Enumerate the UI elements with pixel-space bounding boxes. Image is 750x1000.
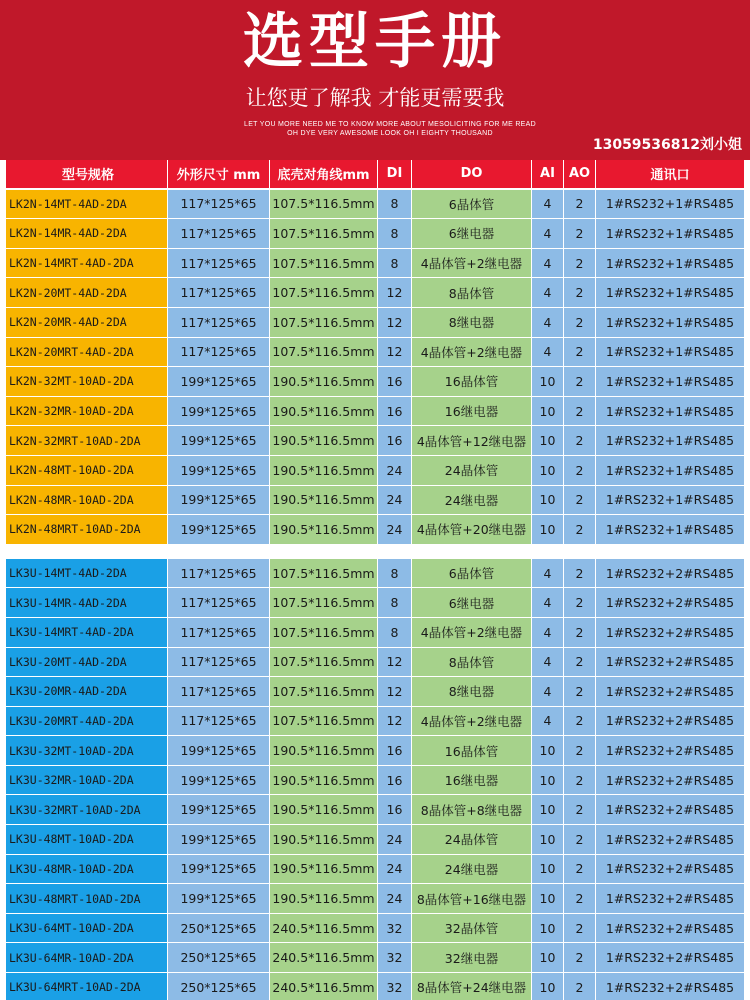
cell-model: LK3U-20MR-4AD-2DA <box>6 677 168 707</box>
cell-diagonal: 240.5*116.5mm <box>270 973 378 1000</box>
cell-dimensions: 199*125*65 <box>168 515 270 545</box>
table-row <box>6 855 744 885</box>
cell-model: LK2N-20MT-4AD-2DA <box>6 278 168 308</box>
table-row <box>6 618 744 648</box>
table-row <box>6 973 744 1000</box>
cell-dimensions: 250*125*65 <box>168 914 270 944</box>
cell-dimensions: 117*125*65 <box>168 618 270 648</box>
cell-ai: 4 <box>532 308 564 338</box>
cell-di: 16 <box>378 397 412 427</box>
cell-diagonal: 107.5*116.5mm <box>270 648 378 678</box>
cell-do: 8继电器 <box>412 308 532 338</box>
cell-comm-port: 1#RS232+2#RS485 <box>596 884 744 914</box>
cell-di: 16 <box>378 736 412 766</box>
cell-model: LK3U-32MR-10AD-2DA <box>6 766 168 796</box>
cell-ao: 2 <box>564 278 596 308</box>
cell-ai: 10 <box>532 855 564 885</box>
cell-diagonal: 190.5*116.5mm <box>270 397 378 427</box>
cell-dimensions: 117*125*65 <box>168 190 270 220</box>
table-row <box>6 559 744 589</box>
cell-ai: 4 <box>532 219 564 249</box>
table-row <box>6 795 744 825</box>
cell-ao: 2 <box>564 426 596 456</box>
table-row <box>6 426 744 456</box>
cell-comm-port: 1#RS232+1#RS485 <box>596 338 744 368</box>
cell-comm-port: 1#RS232+1#RS485 <box>596 190 744 220</box>
cell-ao: 2 <box>564 618 596 648</box>
cell-diagonal: 107.5*116.5mm <box>270 707 378 737</box>
cell-diagonal: 107.5*116.5mm <box>270 338 378 368</box>
table-row <box>6 766 744 796</box>
table-row <box>6 308 744 338</box>
lk3u-group <box>6 559 744 1000</box>
cell-ai: 4 <box>532 278 564 308</box>
table-row <box>6 825 744 855</box>
header-diagonal: 底壳对角线mm <box>270 160 378 190</box>
cell-comm-port: 1#RS232+1#RS485 <box>596 486 744 516</box>
table-row <box>6 338 744 368</box>
cell-dimensions: 117*125*65 <box>168 588 270 618</box>
table-row <box>6 648 744 678</box>
cell-ai: 4 <box>532 338 564 368</box>
cell-di: 24 <box>378 456 412 486</box>
cell-diagonal: 107.5*116.5mm <box>270 559 378 589</box>
cell-diagonal: 190.5*116.5mm <box>270 855 378 885</box>
cell-di: 32 <box>378 973 412 1000</box>
cell-do: 24继电器 <box>412 486 532 516</box>
cell-diagonal: 190.5*116.5mm <box>270 825 378 855</box>
cell-dimensions: 117*125*65 <box>168 559 270 589</box>
cell-do: 32继电器 <box>412 943 532 973</box>
cell-di: 24 <box>378 855 412 885</box>
cell-do: 4晶体管+2继电器 <box>412 707 532 737</box>
cell-dimensions: 250*125*65 <box>168 973 270 1000</box>
banner-english-line-2: OH DYE VERY AWESOME LOOK OH I EIGHTY THOUSAND <box>287 130 493 137</box>
cell-dimensions: 199*125*65 <box>168 486 270 516</box>
cell-do: 4晶体管+12继电器 <box>412 426 532 456</box>
table-header-row <box>6 160 744 190</box>
banner-english-line-1: LET YOU MORE NEED ME TO KNOW MORE ABOUT MESOLICITING FOR ME READ <box>244 121 536 128</box>
cell-dimensions: 199*125*65 <box>168 855 270 885</box>
cell-ao: 2 <box>564 219 596 249</box>
cell-ao: 2 <box>564 736 596 766</box>
cell-comm-port: 1#RS232+2#RS485 <box>596 855 744 885</box>
cell-comm-port: 1#RS232+2#RS485 <box>596 618 744 648</box>
cell-ai: 4 <box>532 190 564 220</box>
cell-ai: 10 <box>532 486 564 516</box>
cell-do: 6继电器 <box>412 219 532 249</box>
cell-dimensions: 199*125*65 <box>168 884 270 914</box>
cell-do: 8晶体管+8继电器 <box>412 795 532 825</box>
cell-di: 16 <box>378 795 412 825</box>
cell-di: 8 <box>378 559 412 589</box>
cell-di: 8 <box>378 618 412 648</box>
cell-comm-port: 1#RS232+2#RS485 <box>596 825 744 855</box>
cell-do: 8晶体管+16继电器 <box>412 884 532 914</box>
header-banner <box>0 0 750 160</box>
cell-ao: 2 <box>564 766 596 796</box>
cell-comm-port: 1#RS232+1#RS485 <box>596 397 744 427</box>
cell-dimensions: 199*125*65 <box>168 426 270 456</box>
product-selection-table <box>6 160 744 1000</box>
cell-ao: 2 <box>564 190 596 220</box>
cell-model: LK2N-48MR-10AD-2DA <box>6 486 168 516</box>
cell-ai: 10 <box>532 825 564 855</box>
cell-do: 4晶体管+20继电器 <box>412 515 532 545</box>
cell-comm-port: 1#RS232+2#RS485 <box>596 973 744 1000</box>
cell-do: 6晶体管 <box>412 190 532 220</box>
cell-diagonal: 107.5*116.5mm <box>270 278 378 308</box>
cell-dimensions: 117*125*65 <box>168 249 270 279</box>
cell-dimensions: 199*125*65 <box>168 795 270 825</box>
cell-ao: 2 <box>564 515 596 545</box>
cell-model: LK3U-48MRT-10AD-2DA <box>6 884 168 914</box>
cell-do: 8继电器 <box>412 677 532 707</box>
table-row <box>6 397 744 427</box>
cell-comm-port: 1#RS232+2#RS485 <box>596 736 744 766</box>
cell-di: 16 <box>378 367 412 397</box>
cell-comm-port: 1#RS232+2#RS485 <box>596 588 744 618</box>
cell-dimensions: 199*125*65 <box>168 736 270 766</box>
cell-model: LK2N-32MR-10AD-2DA <box>6 397 168 427</box>
cell-do: 4晶体管+2继电器 <box>412 249 532 279</box>
cell-ai: 10 <box>532 736 564 766</box>
cell-model: LK2N-48MT-10AD-2DA <box>6 456 168 486</box>
cell-ai: 4 <box>532 618 564 648</box>
cell-do: 16晶体管 <box>412 367 532 397</box>
cell-do: 8晶体管 <box>412 278 532 308</box>
header-comm-port: 通讯口 <box>596 160 744 190</box>
cell-diagonal: 107.5*116.5mm <box>270 190 378 220</box>
table-row <box>6 943 744 973</box>
cell-do: 24晶体管 <box>412 825 532 855</box>
cell-comm-port: 1#RS232+2#RS485 <box>596 943 744 973</box>
cell-ao: 2 <box>564 648 596 678</box>
cell-ai: 4 <box>532 249 564 279</box>
cell-ao: 2 <box>564 308 596 338</box>
cell-ai: 4 <box>532 588 564 618</box>
header-ai: AI <box>532 160 564 190</box>
cell-model: LK2N-32MT-10AD-2DA <box>6 367 168 397</box>
cell-diagonal: 240.5*116.5mm <box>270 914 378 944</box>
cell-dimensions: 199*125*65 <box>168 766 270 796</box>
cell-di: 24 <box>378 825 412 855</box>
cell-di: 8 <box>378 190 412 220</box>
table-row <box>6 219 744 249</box>
table-row <box>6 249 744 279</box>
cell-model: LK3U-14MR-4AD-2DA <box>6 588 168 618</box>
cell-dimensions: 117*125*65 <box>168 338 270 368</box>
cell-ai: 10 <box>532 884 564 914</box>
cell-dimensions: 199*125*65 <box>168 367 270 397</box>
table-row <box>6 914 744 944</box>
table-row <box>6 707 744 737</box>
cell-model: LK2N-14MRT-4AD-2DA <box>6 249 168 279</box>
cell-model: LK3U-48MR-10AD-2DA <box>6 855 168 885</box>
cell-model: LK3U-14MRT-4AD-2DA <box>6 618 168 648</box>
cell-ai: 4 <box>532 677 564 707</box>
cell-model: LK2N-14MR-4AD-2DA <box>6 219 168 249</box>
cell-do: 8晶体管+24继电器 <box>412 973 532 1000</box>
table-row <box>6 588 744 618</box>
cell-ai: 10 <box>532 426 564 456</box>
cell-dimensions: 199*125*65 <box>168 825 270 855</box>
cell-ao: 2 <box>564 973 596 1000</box>
cell-ai: 10 <box>532 766 564 796</box>
cell-ao: 2 <box>564 884 596 914</box>
table-row <box>6 278 744 308</box>
cell-comm-port: 1#RS232+2#RS485 <box>596 677 744 707</box>
cell-ao: 2 <box>564 559 596 589</box>
cell-do: 16晶体管 <box>412 736 532 766</box>
cell-ai: 10 <box>532 943 564 973</box>
cell-ai: 10 <box>532 367 564 397</box>
header-di: DI <box>378 160 412 190</box>
cell-ao: 2 <box>564 338 596 368</box>
cell-model: LK3U-64MRT-10AD-2DA <box>6 973 168 1000</box>
cell-dimensions: 117*125*65 <box>168 308 270 338</box>
lk2n-group <box>6 190 744 545</box>
cell-di: 32 <box>378 943 412 973</box>
cell-ao: 2 <box>564 588 596 618</box>
cell-diagonal: 190.5*116.5mm <box>270 795 378 825</box>
cell-model: LK2N-32MRT-10AD-2DA <box>6 426 168 456</box>
cell-comm-port: 1#RS232+2#RS485 <box>596 914 744 944</box>
cell-ao: 2 <box>564 943 596 973</box>
cell-model: LK3U-64MR-10AD-2DA <box>6 943 168 973</box>
header-ao: AO <box>564 160 596 190</box>
cell-dimensions: 117*125*65 <box>168 278 270 308</box>
cell-diagonal: 107.5*116.5mm <box>270 249 378 279</box>
cell-di: 16 <box>378 766 412 796</box>
cell-model: LK3U-20MT-4AD-2DA <box>6 648 168 678</box>
cell-comm-port: 1#RS232+1#RS485 <box>596 367 744 397</box>
cell-ao: 2 <box>564 707 596 737</box>
table-row <box>6 367 744 397</box>
cell-do: 6晶体管 <box>412 559 532 589</box>
cell-ao: 2 <box>564 367 596 397</box>
table-row <box>6 515 744 545</box>
cell-ai: 10 <box>532 795 564 825</box>
cell-ai: 10 <box>532 914 564 944</box>
cell-dimensions: 250*125*65 <box>168 943 270 973</box>
cell-ao: 2 <box>564 795 596 825</box>
cell-dimensions: 117*125*65 <box>168 707 270 737</box>
cell-ao: 2 <box>564 677 596 707</box>
cell-diagonal: 190.5*116.5mm <box>270 736 378 766</box>
cell-comm-port: 1#RS232+1#RS485 <box>596 426 744 456</box>
cell-diagonal: 240.5*116.5mm <box>270 943 378 973</box>
cell-comm-port: 1#RS232+2#RS485 <box>596 707 744 737</box>
cell-comm-port: 1#RS232+1#RS485 <box>596 515 744 545</box>
cell-di: 12 <box>378 338 412 368</box>
cell-model: LK3U-32MT-10AD-2DA <box>6 736 168 766</box>
cell-comm-port: 1#RS232+1#RS485 <box>596 249 744 279</box>
contact-info: 13059536812刘小姐 <box>592 137 742 153</box>
cell-ao: 2 <box>564 825 596 855</box>
cell-model: LK3U-48MT-10AD-2DA <box>6 825 168 855</box>
cell-di: 24 <box>378 486 412 516</box>
cell-diagonal: 190.5*116.5mm <box>270 884 378 914</box>
cell-diagonal: 107.5*116.5mm <box>270 219 378 249</box>
cell-ai: 10 <box>532 973 564 1000</box>
cell-comm-port: 1#RS232+2#RS485 <box>596 795 744 825</box>
cell-dimensions: 199*125*65 <box>168 456 270 486</box>
cell-model: LK2N-14MT-4AD-2DA <box>6 190 168 220</box>
cell-di: 8 <box>378 588 412 618</box>
cell-di: 12 <box>378 308 412 338</box>
cell-diagonal: 190.5*116.5mm <box>270 515 378 545</box>
cell-model: LK3U-20MRT-4AD-2DA <box>6 707 168 737</box>
cell-model: LK3U-14MT-4AD-2DA <box>6 559 168 589</box>
cell-di: 12 <box>378 707 412 737</box>
cell-do: 6继电器 <box>412 588 532 618</box>
header-model: 型号规格 <box>6 160 168 190</box>
cell-ai: 10 <box>532 515 564 545</box>
cell-ai: 4 <box>532 648 564 678</box>
cell-diagonal: 107.5*116.5mm <box>270 588 378 618</box>
cell-dimensions: 117*125*65 <box>168 677 270 707</box>
cell-ao: 2 <box>564 914 596 944</box>
cell-ao: 2 <box>564 397 596 427</box>
cell-di: 8 <box>378 249 412 279</box>
cell-do: 4晶体管+2继电器 <box>412 618 532 648</box>
cell-comm-port: 1#RS232+2#RS485 <box>596 648 744 678</box>
cell-comm-port: 1#RS232+2#RS485 <box>596 559 744 589</box>
cell-diagonal: 190.5*116.5mm <box>270 456 378 486</box>
cell-di: 24 <box>378 515 412 545</box>
cell-do: 16继电器 <box>412 397 532 427</box>
table-row <box>6 486 744 516</box>
cell-model: LK2N-20MR-4AD-2DA <box>6 308 168 338</box>
cell-do: 24继电器 <box>412 855 532 885</box>
cell-model: LK2N-48MRT-10AD-2DA <box>6 515 168 545</box>
cell-ai: 10 <box>532 397 564 427</box>
cell-di: 12 <box>378 278 412 308</box>
cell-diagonal: 107.5*116.5mm <box>270 308 378 338</box>
cell-ai: 10 <box>532 456 564 486</box>
cell-comm-port: 1#RS232+1#RS485 <box>596 219 744 249</box>
table-row <box>6 456 744 486</box>
cell-model: LK2N-20MRT-4AD-2DA <box>6 338 168 368</box>
cell-model: LK3U-64MT-10AD-2DA <box>6 914 168 944</box>
cell-do: 8晶体管 <box>412 648 532 678</box>
cell-dimensions: 117*125*65 <box>168 219 270 249</box>
cell-comm-port: 1#RS232+1#RS485 <box>596 278 744 308</box>
cell-ao: 2 <box>564 855 596 885</box>
table-row <box>6 736 744 766</box>
cell-diagonal: 190.5*116.5mm <box>270 426 378 456</box>
cell-ao: 2 <box>564 456 596 486</box>
cell-do: 16继电器 <box>412 766 532 796</box>
cell-di: 32 <box>378 914 412 944</box>
cell-ai: 4 <box>532 559 564 589</box>
cell-dimensions: 199*125*65 <box>168 397 270 427</box>
cell-do: 24晶体管 <box>412 456 532 486</box>
cell-diagonal: 107.5*116.5mm <box>270 677 378 707</box>
cell-diagonal: 190.5*116.5mm <box>270 766 378 796</box>
cell-di: 24 <box>378 884 412 914</box>
cell-ai: 4 <box>532 707 564 737</box>
table-row <box>6 677 744 707</box>
cell-comm-port: 1#RS232+1#RS485 <box>596 308 744 338</box>
header-do: DO <box>412 160 532 190</box>
cell-diagonal: 190.5*116.5mm <box>270 486 378 516</box>
cell-di: 12 <box>378 677 412 707</box>
cell-ao: 2 <box>564 486 596 516</box>
banner-subtitle: 让您更了解我 才能更需要我 <box>245 86 505 110</box>
header-dimensions: 外形尺寸 mm <box>168 160 270 190</box>
group-divider <box>6 545 744 559</box>
cell-diagonal: 107.5*116.5mm <box>270 618 378 648</box>
cell-ao: 2 <box>564 249 596 279</box>
cell-di: 8 <box>378 219 412 249</box>
table-row <box>6 884 744 914</box>
cell-diagonal: 190.5*116.5mm <box>270 367 378 397</box>
cell-di: 16 <box>378 426 412 456</box>
table-row <box>6 190 744 220</box>
cell-comm-port: 1#RS232+2#RS485 <box>596 766 744 796</box>
cell-dimensions: 117*125*65 <box>168 648 270 678</box>
cell-do: 32晶体管 <box>412 914 532 944</box>
cell-do: 4晶体管+2继电器 <box>412 338 532 368</box>
cell-di: 12 <box>378 648 412 678</box>
cell-comm-port: 1#RS232+1#RS485 <box>596 456 744 486</box>
page-title: 选型手册 <box>243 7 507 77</box>
cell-model: LK3U-32MRT-10AD-2DA <box>6 795 168 825</box>
